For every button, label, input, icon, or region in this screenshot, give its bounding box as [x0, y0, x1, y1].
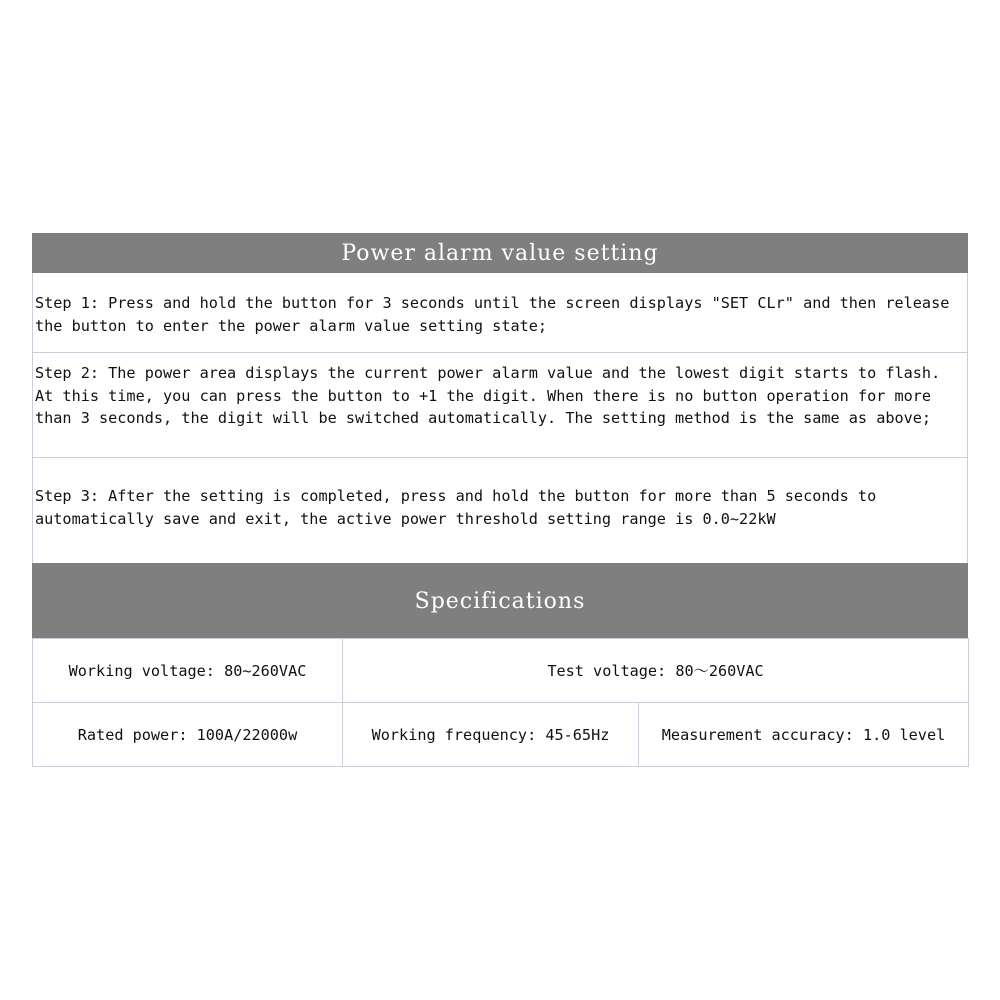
step-1-text: Step 1: Press and hold the button for 3 seconds until the screen displays "SET CLr" and then release the button to enter the power alarm value setting state; — [33, 273, 967, 353]
spec-row — [33, 703, 969, 767]
specifications-title: Specifications — [32, 563, 968, 638]
test-voltage-cell: Test voltage: 80～260VAC — [343, 639, 969, 703]
product-info-sheet — [32, 233, 968, 767]
specifications-table — [32, 638, 969, 767]
alarm-setting-title: Power alarm value setting — [32, 233, 968, 273]
rated-power-cell: Rated power: 100A/22000w — [33, 703, 343, 767]
step-3-text: Step 3: After the setting is completed, press and hold the button for more than 5 seconds to automatically save and exit, the active power threshold setting range is 0.0~22kW — [35, 487, 886, 528]
step-2-text: Step 2: The power area displays the current power alarm value and the lowest digit starts to flash. At this time, you can press the button to +1 the digit. When there is no button operation for more than 3 seconds, the digit will be switched automatically. The setting method is the same as above; — [33, 353, 967, 458]
working-voltage-cell: Working voltage: 80~260VAC — [33, 639, 343, 703]
spec-row — [33, 639, 969, 703]
measurement-accuracy-cell: Measurement accuracy: 1.0 level — [639, 703, 969, 767]
working-frequency-cell: Working frequency: 45-65Hz — [343, 703, 639, 767]
alarm-steps — [32, 273, 968, 563]
